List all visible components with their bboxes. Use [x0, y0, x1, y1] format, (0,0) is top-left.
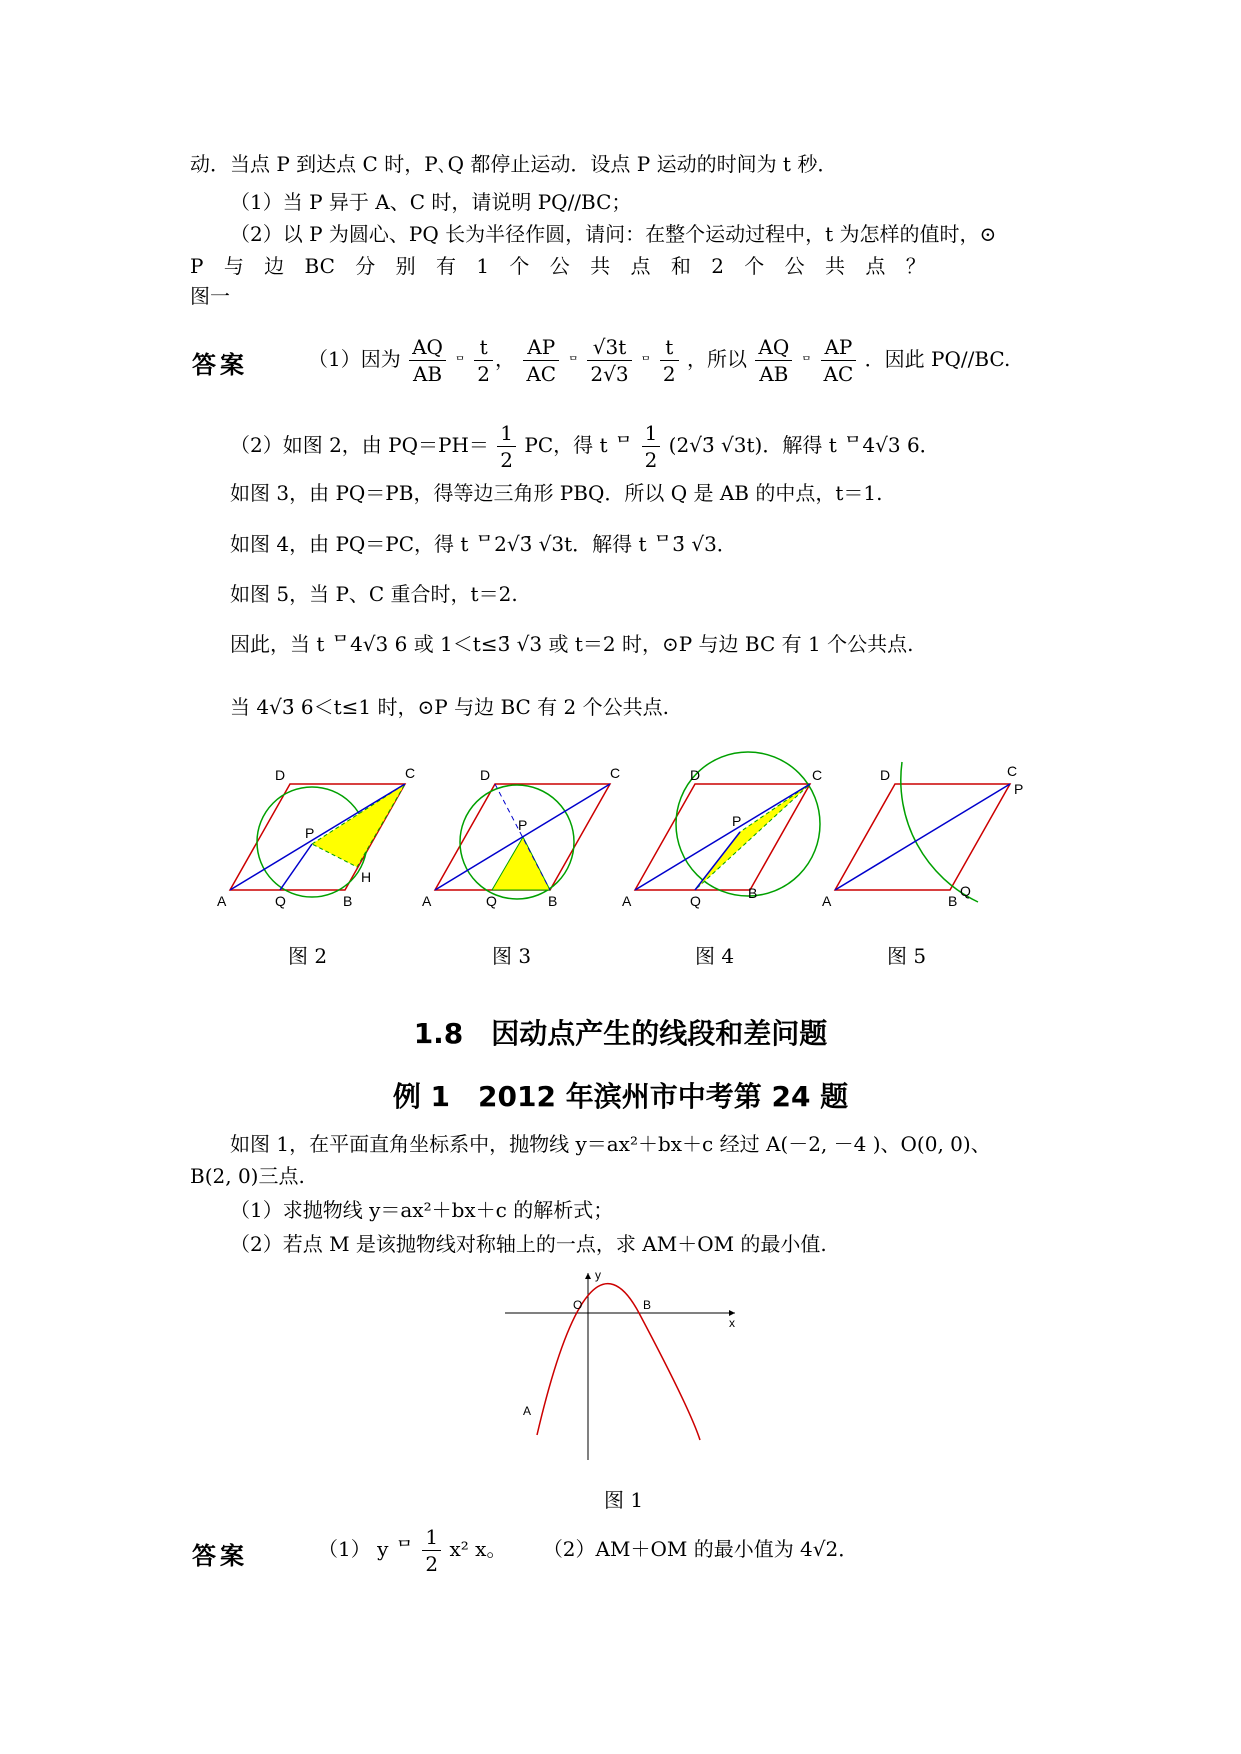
label-B: B [643, 1298, 652, 1312]
answer-fig4: 如图 4，由 PQ＝PC，得 t ᄆ2√3̄ √3t．解得 t ᄆ3̄ √3． [230, 532, 737, 556]
fraction: $\frac{√3t}{2√3}$ [587, 334, 631, 387]
fraction: $\frac{AQ}{AB}$ [755, 334, 792, 387]
answer-text: （1）因为 [308, 347, 401, 371]
label-P: P [1014, 781, 1024, 797]
label-Q: Q [690, 893, 701, 909]
caption-fig4: 图 4 [695, 944, 735, 968]
label-A: A [622, 893, 632, 909]
figure-5 [822, 762, 1023, 909]
fraction: $\frac{t}{2}$ [660, 334, 679, 387]
label-D: D [690, 767, 701, 783]
label-C: C [812, 767, 823, 783]
label-P: P [305, 825, 315, 841]
figure-4 [622, 752, 822, 909]
section-title: 1.8 因动点产生的线段和差问题 [413, 1017, 828, 1050]
answer-label: 答案 [192, 350, 248, 379]
question-2a: （2）以 P 为圆心、PQ 长为半径作圆，请问：在整个运动过程中，t 为怎样的值时，⊙ [230, 222, 997, 246]
problem-line-1: 动．当点 P 到达点 C 时，P､Q 都停止运动．设点 P 运动的时间为 t 秒． [190, 152, 838, 176]
answer-fig3: 如图 3，由 PQ＝PB，得等边三角形 PBQ．所以 Q 是 AB 的中点，t＝1. [230, 481, 883, 505]
fraction: $\frac{AQ}{AB}$ [409, 334, 446, 387]
fraction: $\frac{AP}{AC}$ [523, 334, 559, 387]
problem2-line-1: 如图 1，在平面直角坐标系中，抛物线 y＝ax²＋bx＋c 经过 A(－2, －4 )、O(0, 0)、 [230, 1132, 991, 1156]
label-O: O [573, 1298, 583, 1312]
label-C: C [405, 765, 416, 781]
label-P: P [518, 817, 528, 833]
figure-3 [422, 765, 620, 909]
answer-fig5: 如图 5，当 P、C 重合时，t＝2. [230, 582, 518, 606]
problem2-q2: （2）若点 M 是该抛物线对称轴上的一点，求 AM＋OM 的最小值. [230, 1232, 827, 1256]
question-2b: P 与 边 BC 分 别 有 1 个 公 共 点 和 2 个 公 共 点 ？ [190, 254, 926, 278]
parabola-curve [537, 1284, 700, 1440]
answer2-label: 答案 [192, 1541, 248, 1570]
label-P: P [732, 813, 742, 829]
parabola-graph [495, 1265, 745, 1465]
fraction: $\frac{1}{2}$ [422, 1524, 441, 1577]
fraction: $\frac{1}{2}$ [642, 420, 661, 473]
fraction: $\frac{t}{2}$ [474, 334, 493, 387]
figure-reference: 图一 [190, 284, 230, 308]
label-Q: Q [486, 893, 497, 909]
answer-conclusion-2: 当 4√3̄ 6＜t≤1 时，⊙P 与边 BC 有 2 个公共点. [230, 695, 669, 719]
label-A: A [822, 893, 832, 909]
label-y: y [595, 1268, 601, 1282]
geometry-figures [215, 762, 1024, 912]
label-B: B [548, 893, 558, 909]
label-x: x [729, 1316, 735, 1330]
caption-fig1: 图 1 [604, 1488, 644, 1512]
answer-part-2: （2）如图 2，由 PQ＝PH＝ $\frac{1}{2}$ PC，得 t ᄆ $\frac{1}{2}$ (2√3̄ √3t)．解得 t ᄆ4√3 6． [230, 421, 940, 472]
figure-2 [217, 765, 415, 909]
label-B: B [948, 893, 958, 909]
answer2-content: （1） y ᄆ $\frac{1}{2}$ x² x。 （2）AM＋OM 的最小值为 4√2． [318, 1525, 859, 1576]
caption-fig3: 图 3 [492, 944, 532, 968]
label-A: A [523, 1404, 532, 1418]
label-C: C [1007, 763, 1018, 779]
caption-fig5: 图 5 [887, 944, 927, 968]
answer-conclusion-1: 因此，当 t ᄆ4√3 6 或 1＜t≤3̄ √3 或 t＝2 时，⊙P 与边 BC 有 1 个公共点. [230, 632, 914, 656]
question-1: （1）当 P 异于 A、C 时，请说明 PQ//BC； [230, 190, 632, 214]
label-A: A [422, 893, 432, 909]
label-A: A [217, 893, 227, 909]
label-B: B [343, 893, 353, 909]
fraction: $\frac{AP}{AC}$ [821, 334, 857, 387]
answer-part-1: （1）因为 $\frac{AQ}{AB}$ ᄆ $\frac{t}{2}$ ， $\frac{AP}{AC}$ ᄆ $\frac{√3t}{2√3}$ ᄆ $\frac{t}{2}$ ，所以 $\frac{AQ}{AB}$ ᄆ $\frac{AP}{AC}$ ．因此 PQ//BC. [308, 335, 1011, 386]
label-H: H [361, 869, 372, 885]
label-D: D [275, 767, 286, 783]
fraction: $\frac{1}{2}$ [497, 420, 516, 473]
problem2-line-2: B(2, 0)三点. [190, 1164, 305, 1188]
label-C: C [610, 765, 621, 781]
label-Q: Q [275, 893, 286, 909]
label-D: D [480, 767, 491, 783]
example-title: 例 1 2012 年滨州市中考第 24 题 [392, 1080, 849, 1113]
label-B: B [748, 885, 758, 901]
label-D: D [880, 767, 891, 783]
label-Q: Q [960, 883, 971, 899]
caption-fig2: 图 2 [288, 944, 328, 968]
problem2-q1: （1）求抛物线 y＝ax²＋bx＋c 的解析式； [230, 1198, 614, 1222]
